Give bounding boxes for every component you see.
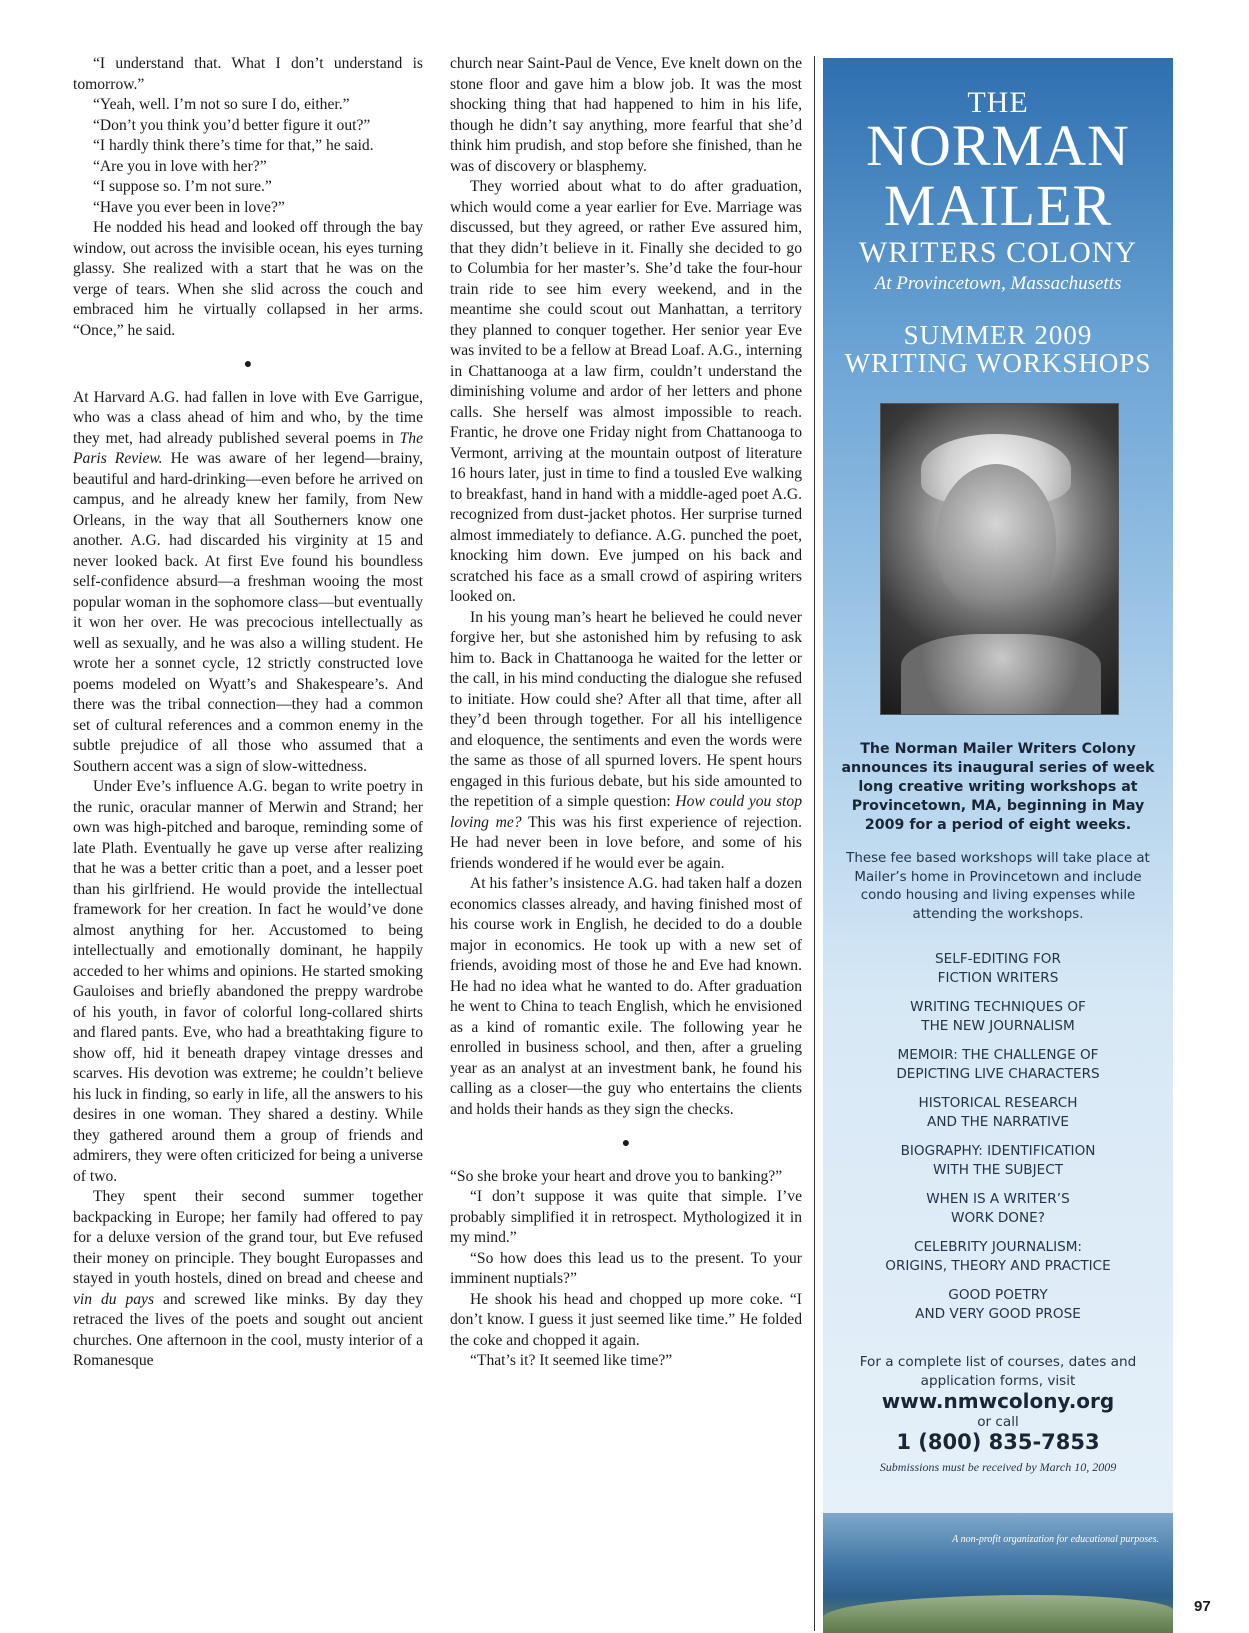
course-line-1: WHEN IS A WRITER’S bbox=[926, 1191, 1070, 1207]
text-span: In his young man’s heart he believed he could never forgive her, but she astonished him by refusing to ask him to. Back in Chattanooga he waited for the letter or the call, in his mind conducting the dialogue she refused to initiate. How could she? After all that time, after all they’d been through together. For all his intelligence and eloquence, the sentiments and even the words were the same as those of all spurned lovers. He spent hours engaged in this furious debate, but his side amounted to the repetition of a simple question: bbox=[450, 608, 802, 810]
course-item bbox=[823, 950, 1173, 987]
paragraph: He shook his head and chopped up more coke. “I don’t know. I guess it just seemed like time.” He folded the coke and chopped it again. bbox=[450, 1290, 802, 1349]
ad-intro-text: The Norman Mailer Writers Colony announces its inaugural series of week long creative writing workshops at Provincetown, MA, beginning in May 2009 for a period of eight weeks. bbox=[841, 741, 1155, 833]
paragraph: “I suppose so. I’m not sure.” bbox=[93, 178, 272, 195]
course-list bbox=[823, 950, 1173, 1334]
page-number: 97 bbox=[1194, 1598, 1211, 1615]
ad-location: At Provincetown, Massachusetts bbox=[874, 273, 1122, 294]
course-line-2: ORIGINS, THEORY AND PRACTICE bbox=[885, 1257, 1111, 1274]
course-line-1: WRITING TECHNIQUES OF bbox=[910, 999, 1086, 1015]
section-break-bullet bbox=[73, 355, 423, 376]
text-span: This was his first experience of rejection. He had never been in love before, and some of his friends wondered if he would ever be again. bbox=[450, 813, 802, 872]
ad-website-link[interactable]: www.nmwcolony.org bbox=[881, 1389, 1115, 1413]
paragraph: “Have you ever been in love?” bbox=[93, 198, 285, 216]
ad-deadline: Submissions must be received by March 10, 2009 bbox=[879, 1460, 1117, 1474]
text-span: They spent their second summer together backpacking in Europe; her family had offered to pay for a deluxe version of the grand tour, but Eve refused their money on principle. They bought Europasses and stayed in youth hostels, dined on bread and cheese and bbox=[73, 1188, 423, 1287]
coastline-photo bbox=[823, 1513, 1173, 1633]
paragraph: He nodded his head and looked off through the bay window, out across the invisible ocean, his eyes turning glassy. She realized with a start that he was on the verge of tears. When she slid across the couch and embraced him he virtually collapsed in her arms. “Once,” he said. bbox=[73, 219, 423, 339]
course-line-2: DEPICTING LIVE CHARACTERS bbox=[896, 1065, 1100, 1082]
paragraph bbox=[73, 1187, 423, 1372]
course-item bbox=[823, 1190, 1173, 1227]
article-middle-column bbox=[450, 54, 802, 1372]
ad-title-norman: NORMAN bbox=[866, 113, 1130, 178]
portrait-hands bbox=[901, 634, 1101, 714]
advertisement-panel bbox=[823, 58, 1173, 1633]
paragraph: “Are you in love with her?” bbox=[93, 157, 267, 175]
ad-or-call: or call bbox=[977, 1414, 1019, 1430]
course-item bbox=[823, 1238, 1173, 1275]
ad-title-mailer: MAILER bbox=[883, 173, 1113, 238]
course-line-1: BIOGRAPHY: IDENTIFICATION bbox=[900, 1143, 1096, 1159]
course-item bbox=[823, 1046, 1173, 1083]
course-line-1: CELEBRITY JOURNALISM: bbox=[913, 1239, 1083, 1255]
italic-phrase: vin du pays bbox=[73, 1290, 155, 1308]
course-line-2: AND VERY GOOD PROSE bbox=[915, 1305, 1081, 1322]
ad-workshops-heading: WRITING WORKSHOPS bbox=[844, 348, 1152, 378]
text-span: He was aware of her legend—brainy, beautiful and hard-drinking—even before he arrived on campus, and he already knew her family, from New Orleans, in the way that all Southerners know one another. A.G. had discarded his virginity at 15 and never looked back. At first Eve found his boundless self-confidence absurd—a freshman wooing the most popular woman in the sophomore class—but eventually it won her over. He was precocious intellectually as well as sexually, and he was also a willing student. He wrote her a sonnet cycle, 12 strictly constructed love poems modeled on Wyatt’s and Shakespeare’s. And there was the tribal connection—they had a common set of cultural references and a common enemy in the subtle prejudice of all those who assumed that a Southern accent was a sign of slow-wittedness. bbox=[73, 450, 424, 775]
course-item bbox=[823, 998, 1173, 1035]
course-line-2: AND THE NARRATIVE bbox=[927, 1113, 1069, 1130]
paragraph: “So how does this lead us to the present. To your imminent nuptials?” bbox=[450, 1249, 802, 1287]
paragraph: church near Saint-Paul de Vence, Eve knelt down on the stone floor and gave him a blow job. It was the most shocking thing that had happened to him in his life, though he didn’t say anything, more fearful that she’d think him prudish, and stop before she finished, than he was of discovery or blasphemy. bbox=[450, 55, 802, 175]
course-line-1: GOOD POETRY bbox=[948, 1287, 1048, 1303]
paragraph: “I understand that. What I don’t understand is tomorrow.” bbox=[73, 55, 423, 93]
portrait-photo bbox=[880, 403, 1119, 715]
text-span: and screwed like minks. By day they retraced the lives of the poets and sought out ancient churches. One afternoon in the cool, musty interior of a Romanesque bbox=[73, 1290, 424, 1369]
course-item bbox=[823, 1142, 1173, 1179]
course-line-1: HISTORICAL RESEARCH bbox=[918, 1095, 1078, 1111]
paragraph: “So she broke your heart and drove you to banking?” bbox=[450, 1167, 783, 1185]
section-break-bullet bbox=[450, 1134, 802, 1155]
portrait-face bbox=[936, 464, 1056, 614]
paragraph: “I hardly think there’s time for that,” he said. bbox=[93, 137, 374, 154]
text-span: At Harvard A.G. had fallen in love with Eve Garrigue, who was a class ahead of him and who, by the time they met, had already published several poems in bbox=[73, 388, 423, 447]
article-left-column bbox=[73, 54, 423, 1372]
ad-title-the: THE bbox=[967, 86, 1029, 119]
ad-title-writers-colony: WRITERS COLONY bbox=[858, 236, 1138, 269]
course-item bbox=[823, 1094, 1173, 1131]
paragraph: “Don’t you think you’d better figure it out?” bbox=[93, 116, 371, 134]
column-divider bbox=[814, 56, 815, 1631]
paragraph: Under Eve’s influence A.G. began to write poetry in the runic, oracular manner of Merwin and Strand; her own was high-pitched and baroque, reminding some of late Plath. Eventually he gave up verse after realizing that he was a better critic than a poet, and a lesser poet than his girlfriend. He would provide the intellectual framework for her creation. In fact he would’ve done almost anything for her. Accustomed to being intellectually and emotionally dominant, he happily acceded to her whims and opinions. He started smoking Gauloises and briefly abandoned the preppy wardrobe of his youth, in favor of colorful long-collared shirts and flared pants. Eve, who had a breathtaking figure to show off, hid it beneath drapey vintage dresses and scarves. His devotion was extreme; he couldn’t believe his luck in finding, so early in life, all the answers to his desires in one woman. They shared a destiny. While they gathered around them a group of friends and admirers, they were often criticized for being a universe of two. bbox=[73, 778, 423, 1185]
ad-description-text: These fee based workshops will take place at Mailer’s home in Provincetown and include condo housing and living expenses while attending the workshops. bbox=[846, 851, 1150, 922]
italic-phrase: How could you stop loving me? bbox=[450, 793, 802, 831]
paragraph bbox=[73, 388, 423, 778]
ad-summer-heading: SUMMER 2009 bbox=[903, 320, 1093, 350]
course-item bbox=[823, 1286, 1173, 1323]
course-line-2: WORK DONE? bbox=[951, 1209, 1045, 1226]
paragraph: “Yeah, well. I’m not so sure I do, either.” bbox=[93, 96, 350, 113]
ad-nonprofit-note: A non-profit organization for educational purposes. bbox=[952, 1534, 1159, 1545]
paragraph: They worried about what to do after graduation, which would come a year earlier for Eve. Marriage was discussed, but they agreed, or rather Eve assured him, that they didn’t believe in it. Finally she decided to go to Columbia for her master’s. She’d take the four-hour train ride to see him every weekend, and in the meantime she could scout out Manhattan, a territory they planned to conquer together. Her senior year Eve was invited to be a fellow at Bread Loaf. A.G., interning in Chattanooga at a law firm, couldn’t understand the diminishing volume and ardor of her letters and phone calls. She herself was almost impossible to reach. Frantic, he drove one Friday night from Chattanooga to Vermont, arriving at the mountain outpost of literature 16 hours later, just in time to find a tousled Eve walking to breakfast, hand in hand with a middle-aged poet A.G. recognized from dust-jacket photos. Her surprise turned almost immediately to defiance. A.G. punched the poet, knocking him down. Eve jumped on his back and scratched his face as a small crowd of aspiring writers looked on. bbox=[450, 178, 802, 605]
course-line-2: THE NEW JOURNALISM bbox=[921, 1017, 1075, 1034]
paragraph: “I don’t suppose it was quite that simple. I’ve probably simplified it in retrospect. Mythologized it in my mind.” bbox=[450, 1188, 802, 1246]
paragraph bbox=[450, 608, 802, 875]
paragraph: “That’s it? It seemed like time?” bbox=[470, 1352, 673, 1369]
paragraph: At his father’s insistence A.G. had taken half a dozen economics classes already, and having finished most of his course work in English, he decided to do a double major in economics. He took up with a new set of friends, avoiding most of those he and Eve had known. He had no idea what he wanted to do. After graduation he went to China to teach English, which he envisioned as a kind of romantic exile. The following year he enrolled in business school, and then, after a grueling year as an analyst at an investment bank, he found his calling as a closer—the guy who entertains the clients and holds their hands as they sign the checks. bbox=[450, 875, 802, 1118]
course-line-2: WITH THE SUBJECT bbox=[932, 1161, 1064, 1178]
ad-info-text: For a complete list of courses, dates and application forms, visit bbox=[859, 1354, 1137, 1389]
course-line-1: SELF-EDITING FOR bbox=[935, 951, 1061, 967]
publication-title: The Paris Review. bbox=[73, 429, 423, 467]
course-line-1: MEMOIR: THE CHALLENGE OF bbox=[897, 1047, 1099, 1063]
coastline-land bbox=[823, 1595, 1173, 1633]
ad-phone-number: 1 (800) 835-7853 bbox=[896, 1430, 1100, 1454]
course-line-2: FICTION WRITERS bbox=[937, 969, 1059, 986]
